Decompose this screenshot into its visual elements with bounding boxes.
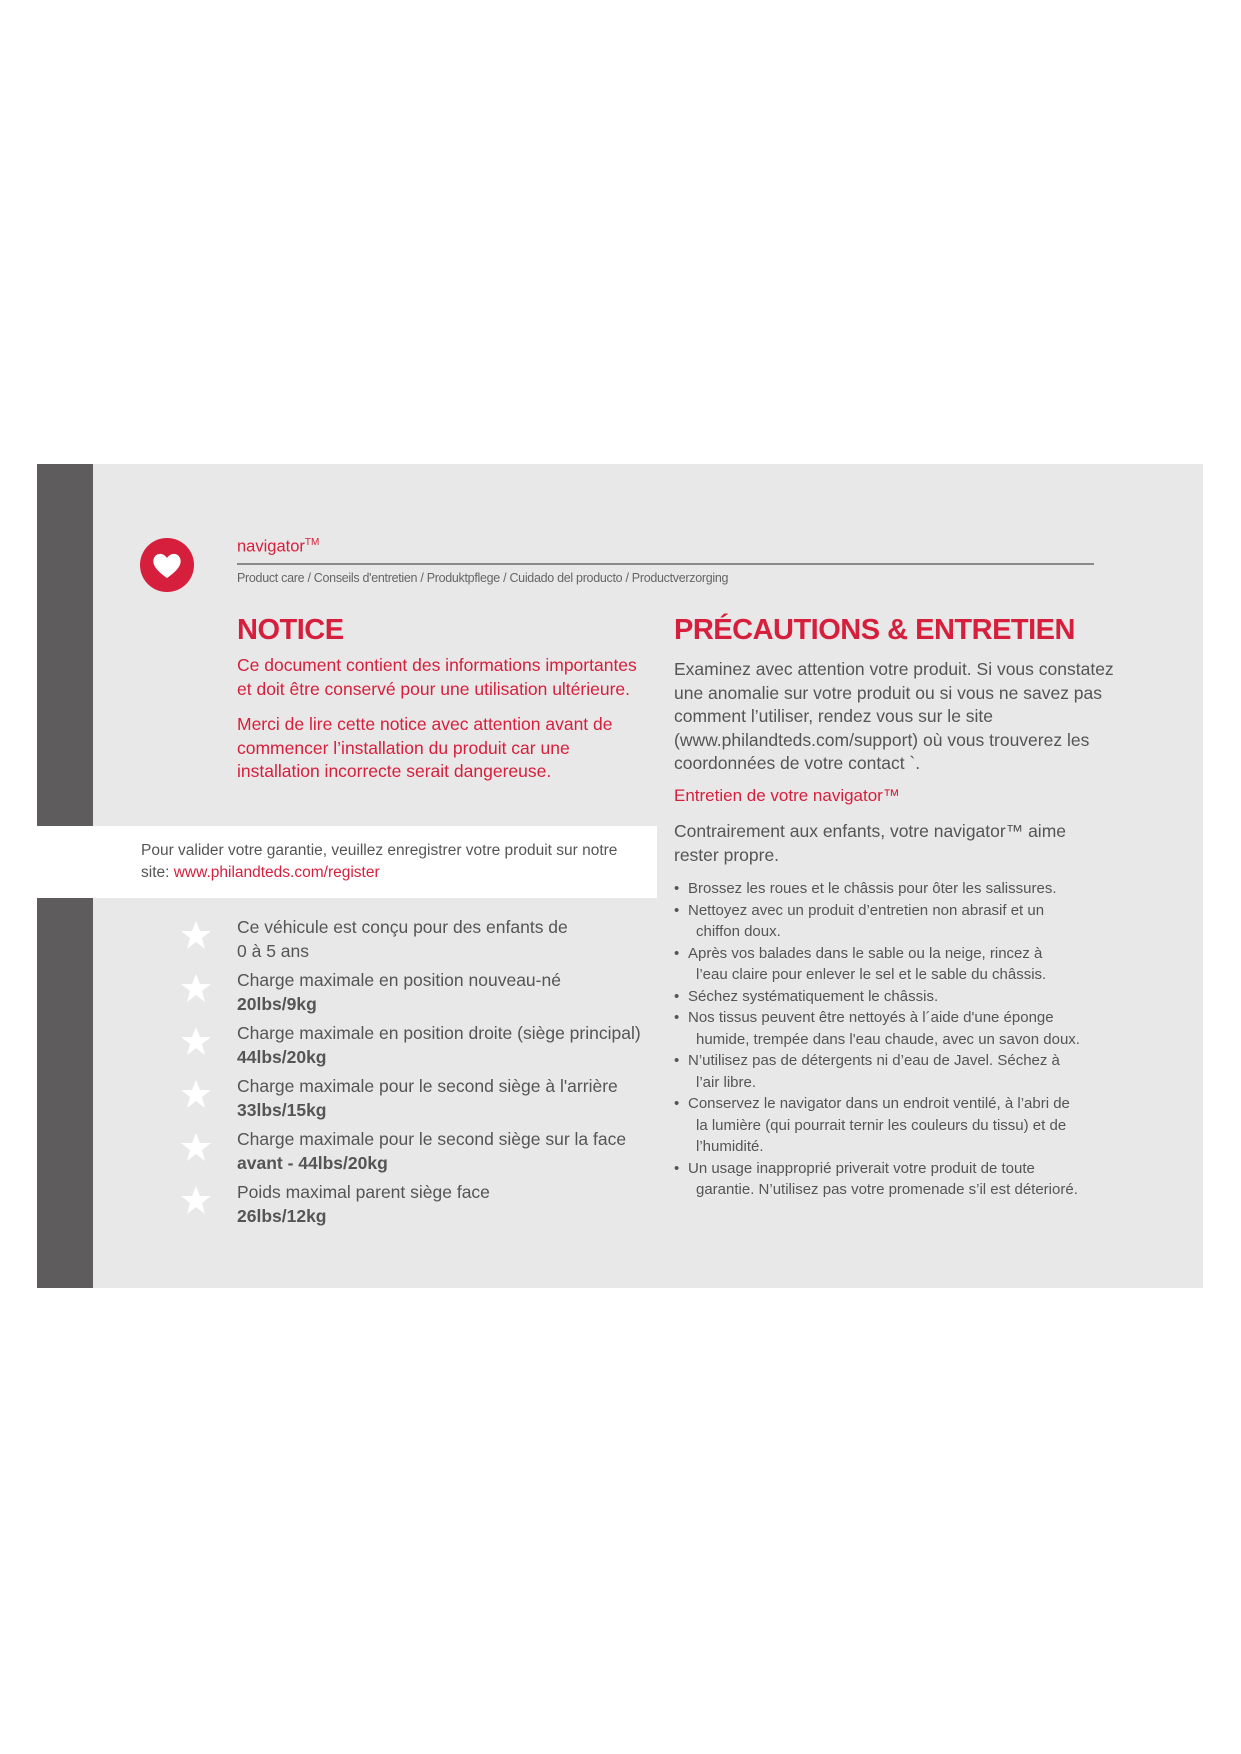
care-intro: Contrairement aux enfants, votre navigator™ aime rester propre. xyxy=(674,821,1066,865)
sidebar-bar-top xyxy=(37,464,93,826)
spec-text: Poids maximal parent siège face xyxy=(237,1182,490,1202)
spec-label xyxy=(237,916,667,963)
warranty-text: Pour valider votre garantie, veuillez enregistrer votre produit sur notre site: www.philandteds.com/register xyxy=(141,842,618,881)
header-divider xyxy=(237,563,1094,565)
care-bullet-text: Nettoyez avec un produit d’entretien non abrasif et un xyxy=(688,901,1045,919)
star-icon xyxy=(180,1025,212,1057)
star-icon xyxy=(180,972,212,1004)
spec-text: Charge maximale pour le second siège à l'arrière xyxy=(237,1076,618,1096)
care-bullet xyxy=(674,1050,1114,1093)
spec-label xyxy=(237,969,667,1016)
notice-paragraph: Ce document contient des informations importantes et doit être conservé pour une utilisation ultérieure. xyxy=(237,655,637,699)
spec-item xyxy=(180,969,660,1022)
spec-item xyxy=(180,1128,660,1181)
spec-list xyxy=(180,916,660,1234)
spec-text: Charge maximale en position droite (siège principal) xyxy=(237,1023,641,1043)
register-link[interactable]: www.philandteds.com/register xyxy=(173,864,380,881)
spec-value: 44lbs/20kg xyxy=(237,1046,327,1067)
brand-name: navigator™ xyxy=(237,537,320,556)
notice-title: NOTICE xyxy=(237,614,344,646)
care-bullet-continuation: l’air libre. xyxy=(696,1073,757,1091)
heart-logo-icon xyxy=(140,538,194,592)
care-bullet-text: Nos tissus peuvent être nettoyés à l´aide d'une éponge xyxy=(688,1009,1054,1026)
spec-text: Ce véhicule est conçu pour des enfants de xyxy=(237,917,568,937)
care-subtitle: Entretien de votre navigator™ xyxy=(674,786,900,805)
care-bullet xyxy=(674,1007,1114,1050)
care-bullet-text: Séchez systématiquement le châssis. xyxy=(688,987,939,1005)
spec-item xyxy=(180,1181,660,1234)
notice-paragraph: Merci de lire cette notice avec attention avant de commencer l’installation du produit car une installation incorrecte serait dangereuse. xyxy=(237,714,613,781)
spec-label xyxy=(237,1181,667,1228)
notice-body xyxy=(237,654,637,796)
star-icon xyxy=(180,1131,212,1163)
care-bullet-text: Conservez le navigator dans un endroit ventilé, à l’abri de xyxy=(688,1095,1070,1112)
spec-text: Charge maximale pour le second siège sur la face xyxy=(237,1129,627,1149)
spec-value: 26lbs/12kg xyxy=(237,1205,327,1226)
care-bullet-continuation: garantie. N’utilisez pas votre promenade s’il est déterioré. xyxy=(696,1181,1078,1198)
care-bullet-continuation: chiffon doux. xyxy=(696,923,781,940)
spec-text: Charge maximale en position nouveau-né xyxy=(237,970,561,990)
spec-item xyxy=(180,1075,660,1128)
care-bullet xyxy=(674,1093,1114,1158)
spec-value: avant - 44lbs/20kg xyxy=(237,1152,388,1173)
care-bullet-list xyxy=(674,878,1114,1201)
care-bullet xyxy=(674,1158,1114,1201)
header-subtitle: Product care / Conseils d'entretien / Produktpflege / Cuidado del producto / Productverzorging xyxy=(237,571,729,585)
spec-label xyxy=(237,1022,667,1069)
care-bullet xyxy=(674,878,1114,900)
care-bullet xyxy=(674,900,1114,943)
star-icon xyxy=(180,1078,212,1110)
care-bullet-continuation: l’eau claire pour enlever le sel et le sable du châssis. xyxy=(696,966,1047,983)
spec-value: 0 à 5 ans xyxy=(237,940,309,961)
care-bullet xyxy=(674,943,1114,986)
spec-label xyxy=(237,1128,667,1175)
care-bullet-text: Après vos balades dans le sable ou la neige, rincez à xyxy=(688,944,1043,962)
spec-value: 20lbs/9kg xyxy=(237,993,317,1014)
care-bullet-text: Un usage inapproprié priverait votre produit de toute xyxy=(688,1159,1035,1177)
care-bullet-text: N’utilisez pas de détergents ni d’eau de Javel. Séchez à xyxy=(688,1052,1060,1069)
care-bullet-text: Brossez les roues et le châssis pour ôter les salissures. xyxy=(688,880,1057,897)
care-bullet-continuation: humide, trempée dans l'eau chaude, avec un savon doux. xyxy=(696,1030,1080,1048)
sidebar-bar-bottom xyxy=(37,898,93,1288)
star-icon xyxy=(180,919,212,951)
care-bullet xyxy=(674,986,1114,1008)
spec-item xyxy=(180,916,660,969)
star-icon xyxy=(180,1184,212,1216)
spec-item xyxy=(180,1022,660,1075)
precautions-intro: Examinez avec attention votre produit. Si vous constatez une anomalie sur votre produit ou si vous ne savez pas comment l’utiliser, rendez vous sur le site (www.philandteds.com/support) où vous trouverez les coordonnées de votre contact `. xyxy=(674,659,1114,773)
warranty-box xyxy=(37,826,657,898)
spec-label xyxy=(237,1075,667,1122)
precautions-title: PRÉCAUTIONS & ENTRETIEN xyxy=(674,614,1075,646)
spec-value: 33lbs/15kg xyxy=(237,1099,327,1120)
care-bullet-continuation: la lumière (qui pourrait ternir les couleurs du tissu) et de l’humidité. xyxy=(696,1116,1067,1155)
